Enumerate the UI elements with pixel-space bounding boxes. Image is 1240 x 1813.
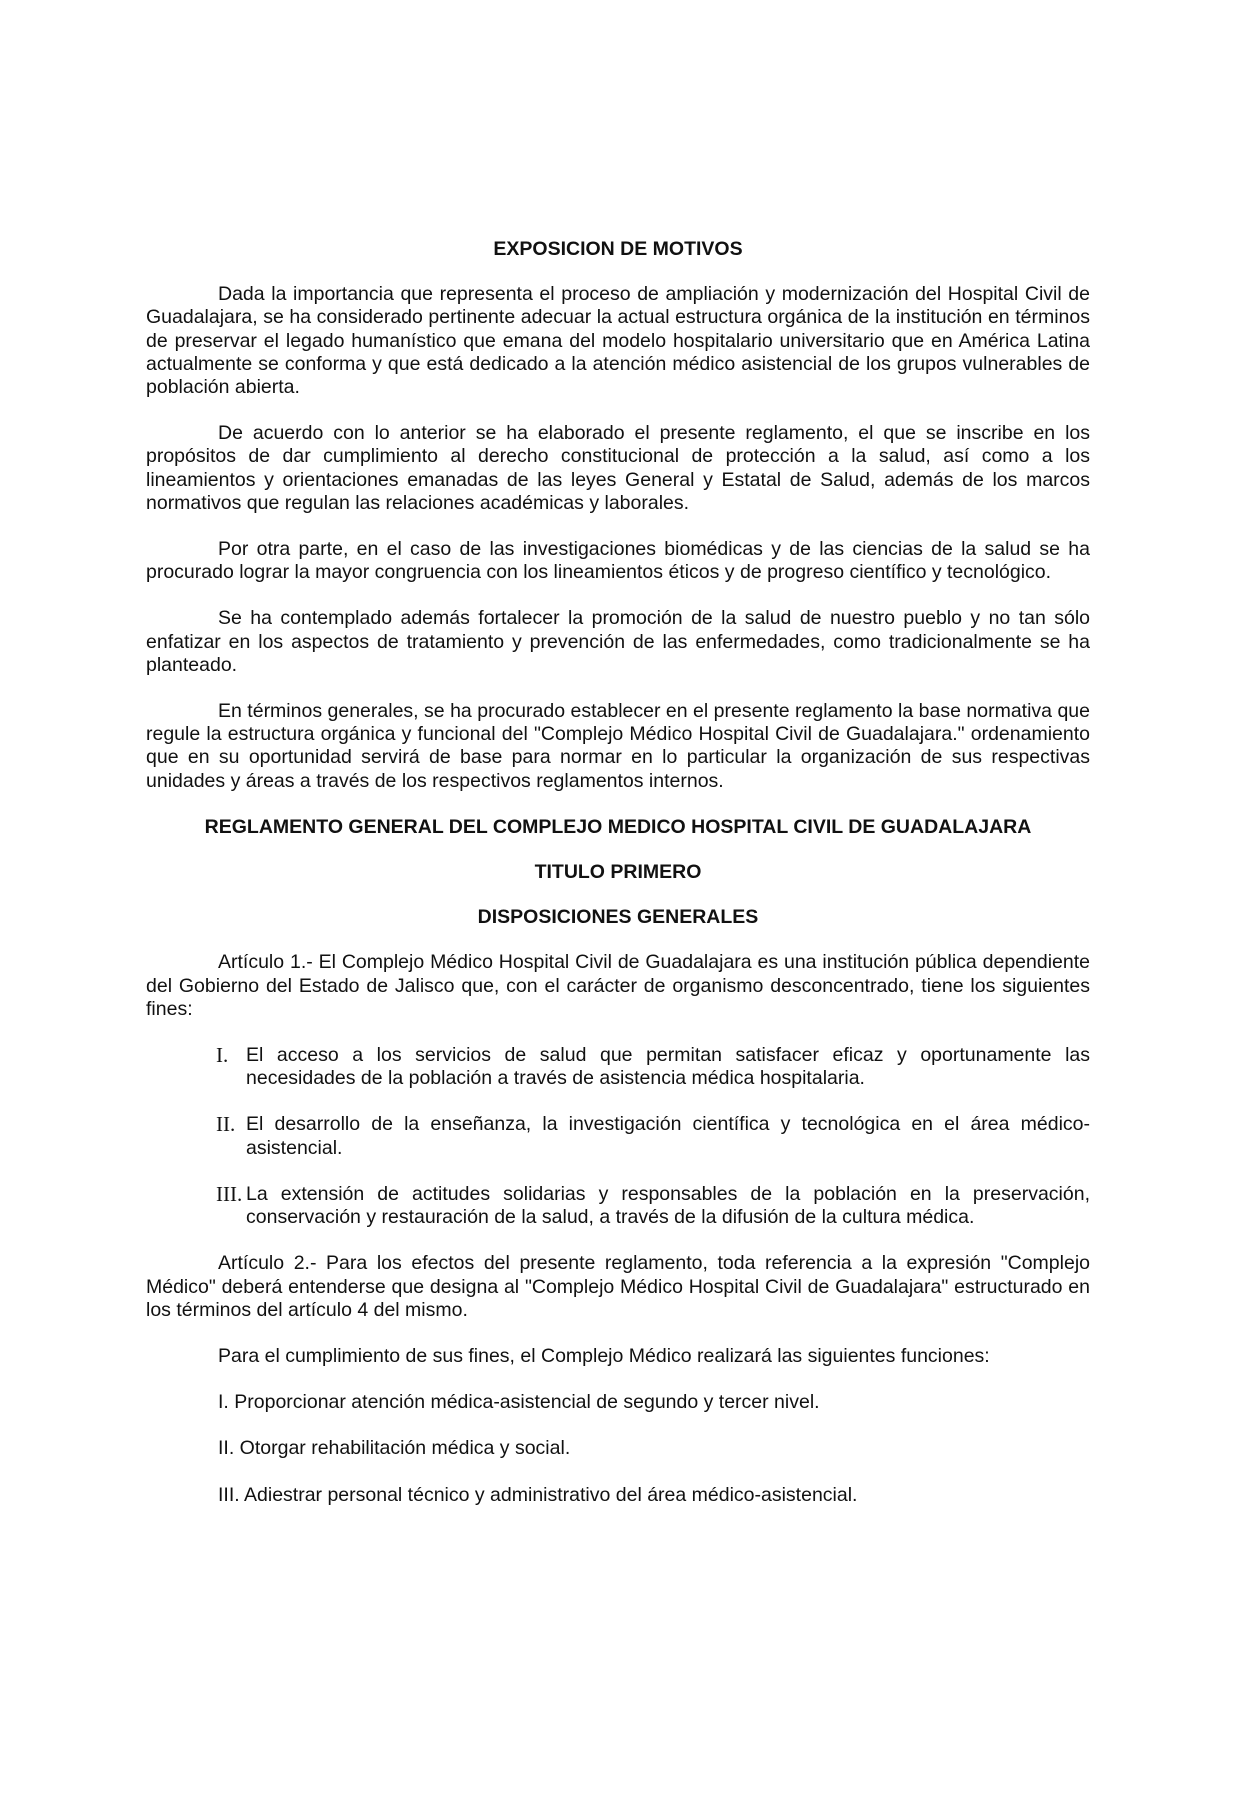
funcion-item-1: I. Proporcionar atención médica-asistencial de segundo y tercer nivel. [218,1391,820,1414]
heading-reglamento-general: REGLAMENTO GENERAL DEL COMPLEJO MEDICO HOSPITAL CIVIL DE GUADALAJARA [204,815,1032,838]
fines-text-1: El acceso a los servicios de salud que permitan satisfacer eficaz y oportunamente las necesidades de la población a través de asistencia médica hospitalaria. [246,1044,1090,1090]
fines-list-item-3 [146,1183,1090,1229]
heading-exposicion-de-motivos: EXPOSICION DE MOTIVOS [493,238,743,260]
exposicion-paragraph-5: En términos generales, se ha procurado establecer en el presente reglamento la base normativa que regule la estructura orgánica y funcional del "Complejo Médico Hospital Civil de Guadalajara." ordenamiento que en su oportunidad servirá de base para normar en lo particular la organización de sus respectivas unidades y áreas a través de los respectivos reglamentos internos. [146,700,1090,792]
articulo-2: Artículo 2.- Para los efectos del presente reglamento, toda referencia a la expresión "Complejo Médico" deberá entenderse que designa al "Complejo Médico Hospital Civil de Guadalajara" estructurado en los términos del artículo 4 del mismo. [146,1252,1090,1321]
fines-numeral-3: III. [216,1181,243,1206]
fines-text-3: La extensión de actitudes solidarias y responsables de la población en la preservación, conservación y restauración de la salud, a través de la difusión de la cultura médica. [246,1182,1090,1229]
articulo-1: Artículo 1.- El Complejo Médico Hospital Civil de Guadalajara es una institución pública dependiente del Gobierno del Estado de Jalisco que, con el carácter de organismo desconcentrado, tiene los siguientes fines: [146,951,1090,1020]
fines-list-item-2 [146,1113,1090,1159]
fines-numeral-2: II. [216,1112,236,1137]
fines-numeral-1: I. [216,1043,229,1068]
funciones-intro: Para el cumplimiento de sus fines, el Complejo Médico realizará las siguientes funciones: [218,1344,990,1367]
fines-text-2: El desarrollo de la enseñanza, la investigación científica y tecnológica en el área médico-asistencial. [246,1113,1090,1159]
exposicion-paragraph-1: Dada la importancia que representa el proceso de ampliación y modernización del Hospital Civil de Guadalajara, se ha considerado pertinente adecuar la actual estructura orgánica de la institución en términos de preservar el legado humanístico que emana del modelo hospitalario universitario que en América Latina actualmente se conforma y que está dedicado a la atención médico asistencial de los grupos vulnerables de población abierta. [146,283,1090,399]
exposicion-paragraph-3: Por otra parte, en el caso de las investigaciones biomédicas y de las ciencias de la salud se ha procurado lograr la mayor congruencia con los lineamientos éticos y de progreso científico y tecnológico. [146,538,1090,584]
exposicion-paragraph-2: De acuerdo con lo anterior se ha elaborado el presente reglamento, el que se inscribe en los propósitos de dar cumplimiento al derecho constitucional de protección a la salud, así como a los lineamientos y orientaciones emanadas de las leyes General y Estatal de Salud, además de los marcos normativos que regulan las relaciones académicas y laborales. [146,422,1090,514]
document-body [146,238,1090,1530]
fines-list-item-1 [146,1044,1090,1090]
exposicion-paragraph-4: Se ha contemplado además fortalecer la promoción de la salud de nuestro pueblo y no tan sólo enfatizar en los aspectos de tratamiento y prevención de las enfermedades, como tradicionalmente se ha planteado. [146,607,1090,676]
funcion-item-3: III. Adiestrar personal técnico y administrativo del área médico-asistencial. [218,1483,858,1506]
funcion-item-2: II. Otorgar rehabilitación médica y social. [218,1437,571,1460]
heading-disposiciones-generales: DISPOSICIONES GENERALES [477,906,759,929]
heading-titulo-primero: TITULO PRIMERO [534,861,702,884]
